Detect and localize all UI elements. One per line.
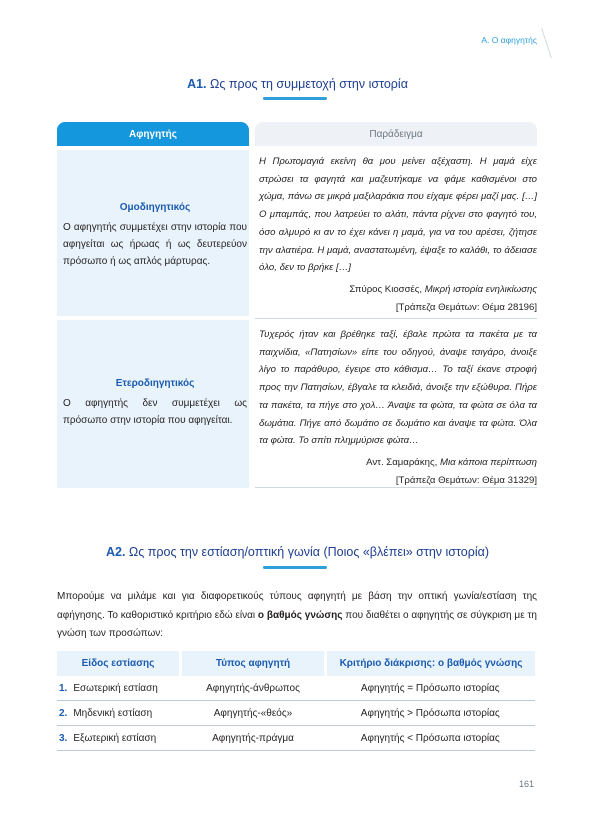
row-divider (255, 318, 537, 319)
example-source (259, 454, 537, 472)
table1-header-narrator: Αφηγητής (57, 122, 249, 146)
example-excerpt: Τυχερός ήταν και βρέθηκε ταξί, έβαλε πρώτα τα πακέτα με τα παιχνίδια, «Πατησίων» είπε του οδηγού, άναψε τσιγάρο, άνοιξε λίγο το παράθυρο, έγειρε στο κάθισμα… Το ταξί έκανε στροφή προς την Πατησίων, έβγαλε τα κλειδιά, άνοιξε την εξώθυρα. Πήρε τα πακέτα, τα πήγε στο χολ… Άναψε τα φώτα, τα φώτα σε όλα τα δωμάτια. Πήγε από δωμάτιο σε δωμάτιο και άναψε τα φώτα. Όλα τα φώτα. Το σπίτι πλημμύρισε φώτα… (259, 329, 537, 447)
source-reference: [Τράπεζα Θεμάτων: Θέμα 28196] (395, 301, 537, 313)
example-excerpt: Η Πρωτομαγιά εκείνη θα μου μείνει αξέχαστη. Η μαμά είχε στρώσει τα φαγητά και μαζευτήκαμε να φάμε καθισμένοι στο χώμα, πάνω σε μικρά μαξιλαράκια που είχαμε φέρει μαζί μας. […] Ο μπαμπάς, που λατρεύει το αλάτι, πάντα ρίχνει στο φαγητό του, όσο αλμυρό κι αν το έχει κάνει η μαμά, για να του αρέσει, ζήτησε την αλατιέρα. Η μαμά, αναστατωμένη, έψαξε το καλάθι, το άδειασε όλο, δεν το βρήκε […] (259, 156, 537, 274)
row-number: 3. (59, 732, 68, 744)
focus-label: Εσωτερική εστίαση (73, 682, 158, 694)
table2-header-focus: Είδος εστίασης (57, 651, 181, 676)
table1-header-example: Παράδειγμα (255, 122, 537, 146)
source-author: Σπύρος Κιοσσές, (349, 283, 423, 295)
table-row (57, 701, 535, 726)
category-title: Ετεροδιηγητικός (115, 378, 195, 389)
criterion-cell: Αφηγητής > Πρόσωπα ιστορίας (326, 701, 536, 726)
focus-label: Εξωτερική εστίαση (73, 732, 157, 744)
paragraph-bold: ο βαθμός γνώσης (257, 609, 343, 621)
focus-cell (57, 676, 181, 701)
table1-row1-example (255, 153, 537, 317)
category-description: Ο αφηγητής δεν συμμετέχει ως πρόσωπο στην ιστορία που αφηγείται. (63, 398, 247, 426)
intro-paragraph (57, 588, 537, 644)
source-work: Μια κάποια περίπτωση (439, 456, 537, 468)
focus-cell (57, 726, 181, 751)
paragraph-text: που διαθέτει ο αφηγητής σε σύγκριση με τη γνώση των προσώπων: (57, 609, 537, 639)
row-divider (255, 487, 537, 488)
focus-cell (57, 701, 181, 726)
section-a1-heading: Ως προς τη συμμετοχή στην ιστορία (210, 77, 408, 91)
section-a1-underline (263, 97, 327, 100)
row-number: 1. (59, 682, 68, 694)
section-a2-underline (263, 566, 327, 569)
source-author: Αντ. Σαμαράκης, (366, 456, 438, 468)
table2-header-type: Τύπος αφηγητή (181, 651, 326, 676)
chapter-header: Α. Ο αφηγητής (481, 35, 537, 45)
type-cell: Αφηγητής-άνθρωπος (181, 676, 326, 701)
table2-header-criterion: Κριτήριο διάκρισης: ο βαθμός γνώσης (326, 651, 536, 676)
focalization-table (57, 651, 535, 751)
type-cell: Αφηγητής-πράγμα (181, 726, 326, 751)
category-title: Ομοδιηγητικός (119, 202, 191, 213)
focus-label: Μηδενική εστίαση (73, 707, 153, 719)
type-cell: Αφηγητής-«θεός» (181, 701, 326, 726)
table-row (57, 676, 535, 701)
table-row (57, 726, 535, 751)
section-a1-title (0, 77, 595, 91)
paragraph-text: Μπορούμε να μιλάμε και για διαφορετικούς τύπους αφηγητή με βάση την οπτική γωνία/εστίαση της αφήγησης. Το καθοριστικό κριτήριο εδώ είναι (57, 591, 537, 621)
section-a1-number: Α1. (187, 77, 207, 91)
table1-row2-category (57, 320, 249, 488)
category-description: Ο αφηγητής συμμετέχει στην ιστορία που αφηγείται ως ήρωας ή ως δευτερεύον πρόσωπο ή ως απλός μάρτυρας. (63, 222, 247, 267)
page-number: 161 (518, 779, 534, 789)
criterion-cell: Αφηγητής = Πρόσωπο ιστορίας (326, 676, 536, 701)
criterion-cell: Αφηγητής < Πρόσωπα ιστορίας (326, 726, 536, 751)
source-work: Μικρή ιστορία ενηλικίωσης (424, 283, 537, 295)
source-reference: [Τράπεζα Θεμάτων: Θέμα 31329] (395, 474, 537, 486)
section-a2-title (0, 545, 595, 559)
table1-row2-example (255, 326, 537, 490)
table1-row1-category (57, 150, 249, 316)
section-a2-number: Α2. (105, 545, 126, 559)
example-source (259, 281, 537, 299)
row-number: 2. (59, 707, 68, 719)
section-a2-heading: Ως προς την εστίαση/οπτική γωνία (Ποιος «βλέπει» στην ιστορία) (128, 545, 489, 559)
